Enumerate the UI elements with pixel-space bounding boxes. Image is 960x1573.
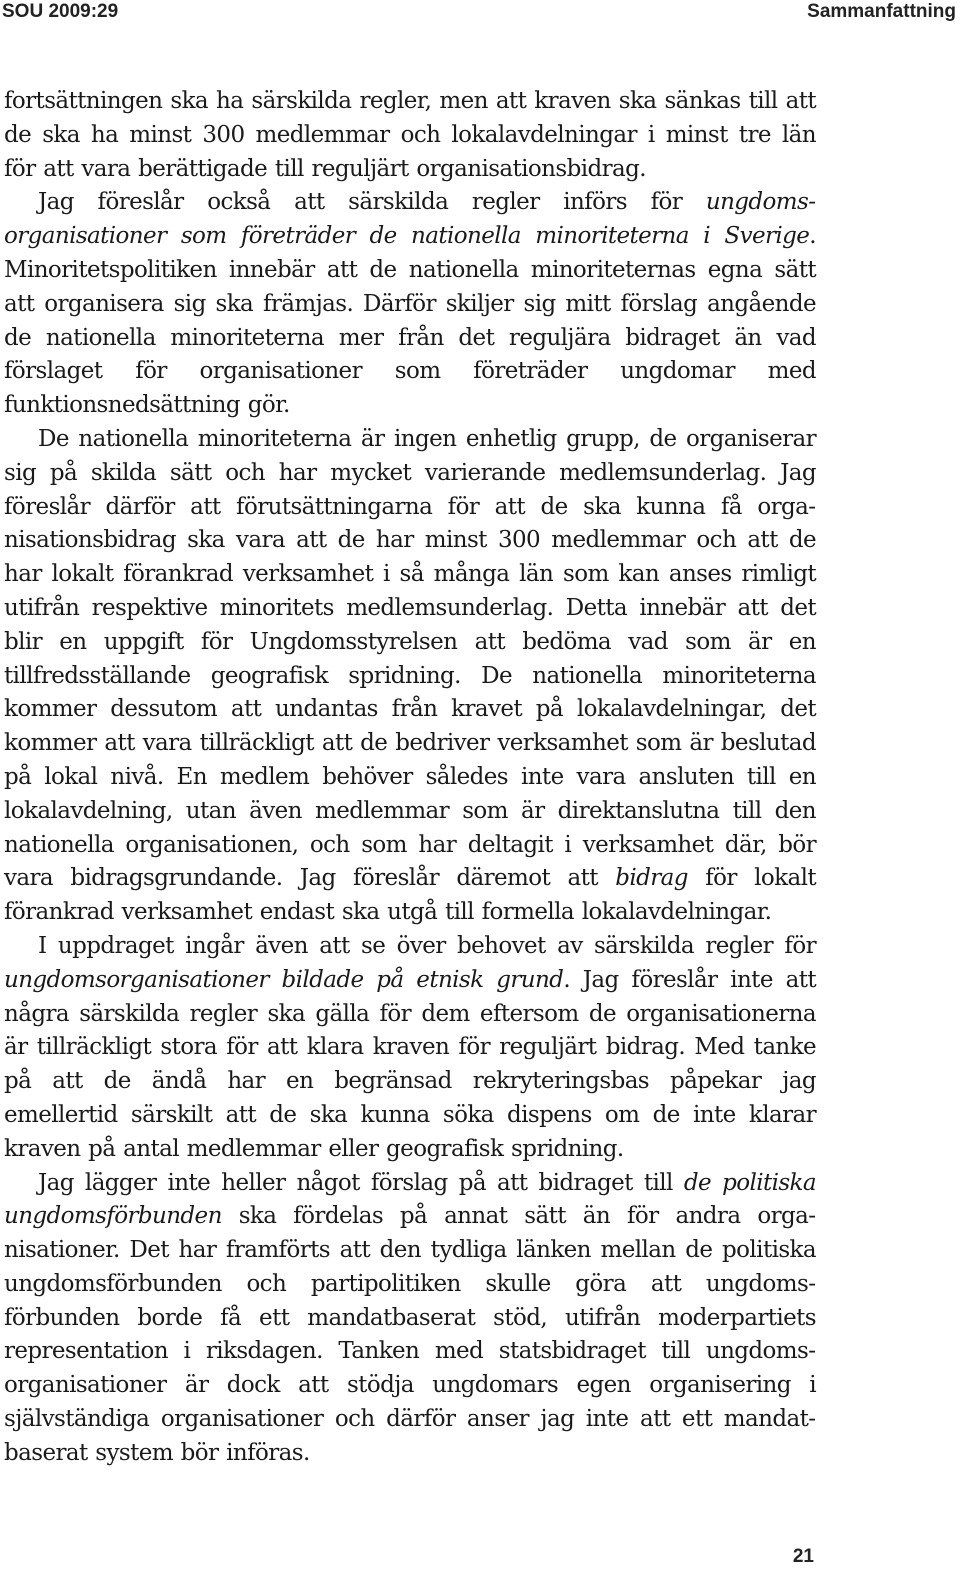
paragraph-5-emphasis: de politiska ungdomsförbunden: [4, 1169, 817, 1230]
paragraph-4: [4, 930, 816, 1167]
paragraph-2-text-a: Jag föreslår också att särskilda regler införs för: [38, 189, 706, 216]
paragraph-3: [4, 423, 816, 930]
paragraph-4-text-b: . Jag föreslår inte att några särskilda regler ska gälla för dem eftersom de organisationerna är tillräckligt stora för att klara kraven för reguljärt bidrag. Med tanke på att de ändå har en begränsad rekryteringsbas påpekar jag emellertid särskilt att de ska kunna söka dispens om de inte klarar kraven på antal medlemmar eller geografisk spridning.: [4, 966, 817, 1162]
page-number: 21: [792, 1546, 814, 1567]
paragraph-5: [4, 1167, 816, 1471]
paragraph-5-text-a: Jag lägger inte heller något förslag på att bidraget till: [38, 1169, 684, 1196]
running-header: [0, 0, 960, 30]
paragraph-2: [4, 186, 816, 423]
document-reference: SOU 2009:29: [2, 1, 119, 22]
paragraph-5-text-b: ska fördelas på annat sätt än för andra organisationer. Det har framförts att den tydliga länken mellan de politiska ungdomsförbunden och partipolitiken skulle göra att ungdomsförbunden borde få ett mandatbaserat stöd, utifrån moderpartiets representation i riksdagen. Tanken med statsbidraget till ungdomsorganisationer är dock att stödja ungdomars egen organisering i självständiga organisationer och därför anser jag inte att ett mandatbaserat system bör införas.: [4, 1203, 816, 1466]
paragraph-3-text-a: De nationella minoriteterna är ingen enhetlig grupp, de organiserar sig på skilda sätt och har mycket varierande medlemsunderlag. Jag föreslår därför att förutsättningarna för att de ska kunna få organisationsbidrag ska vara att de har minst 300 medlemmar och att de har lokalt förankrad verksamhet i så många län som kan anses rimligt utifrån respektive minoritets medlemsunderlag. Detta innebär att det blir en uppgift för Ungdomsstyrelsen att bedöma vad som är en tillfredsställande geografisk spridning. De nationella minoriteterna kommer dessutom att undantas från kravet på lokalavdelningar, det kommer att vara tillräckligt att de bedriver verksamhet som är beslutad på lokal nivå. En medlem behöver således inte vara ansluten till en lokalavdelning, utan även medlemmar som är direktanslutna till den nationella organisationen, och som har deltagit i verksamhet där, bör vara bidragsgrundande. Jag föreslår däremot att: [4, 425, 816, 892]
paragraph-2-text-b: . Minoritetspolitiken innebär att de nationella minoriteternas egna sätt att organisera sig ska främjas. Därför skiljer sig mitt förslag angående de nationella minoriteterna mer från det reguljära bidraget än vad förslaget för organisationer som företräder ungdomar med funktionsnedsättning gör.: [4, 223, 816, 419]
section-title: Sammanfattning: [807, 1, 956, 22]
paragraph-1-text: fortsättningen ska ha särskilda regler, men att kraven ska sänkas till att de ska ha minst 300 medlemmar och lokalavdelningar i minst tre län för att vara berättigade till reguljärt organisationsbidrag.: [4, 88, 816, 182]
paragraph-1: [4, 85, 816, 186]
paragraph-3-emphasis: bidrag: [615, 865, 688, 892]
body-text: [4, 85, 816, 1471]
paragraph-2-emphasis: ungdomsorganisationer som företräder de nationella minoriteterna i Sverige: [4, 189, 816, 250]
paragraph-4-text-a: I uppdraget ingår även att se över behovet av särskilda regler för: [38, 932, 816, 959]
paragraph-4-emphasis: ungdomsorganisationer bildade på etnisk grund: [4, 966, 564, 993]
paragraph-3-text-b: för lokalt förankrad verksamhet endast ska utgå till formella lokalavdelningar.: [4, 865, 817, 926]
